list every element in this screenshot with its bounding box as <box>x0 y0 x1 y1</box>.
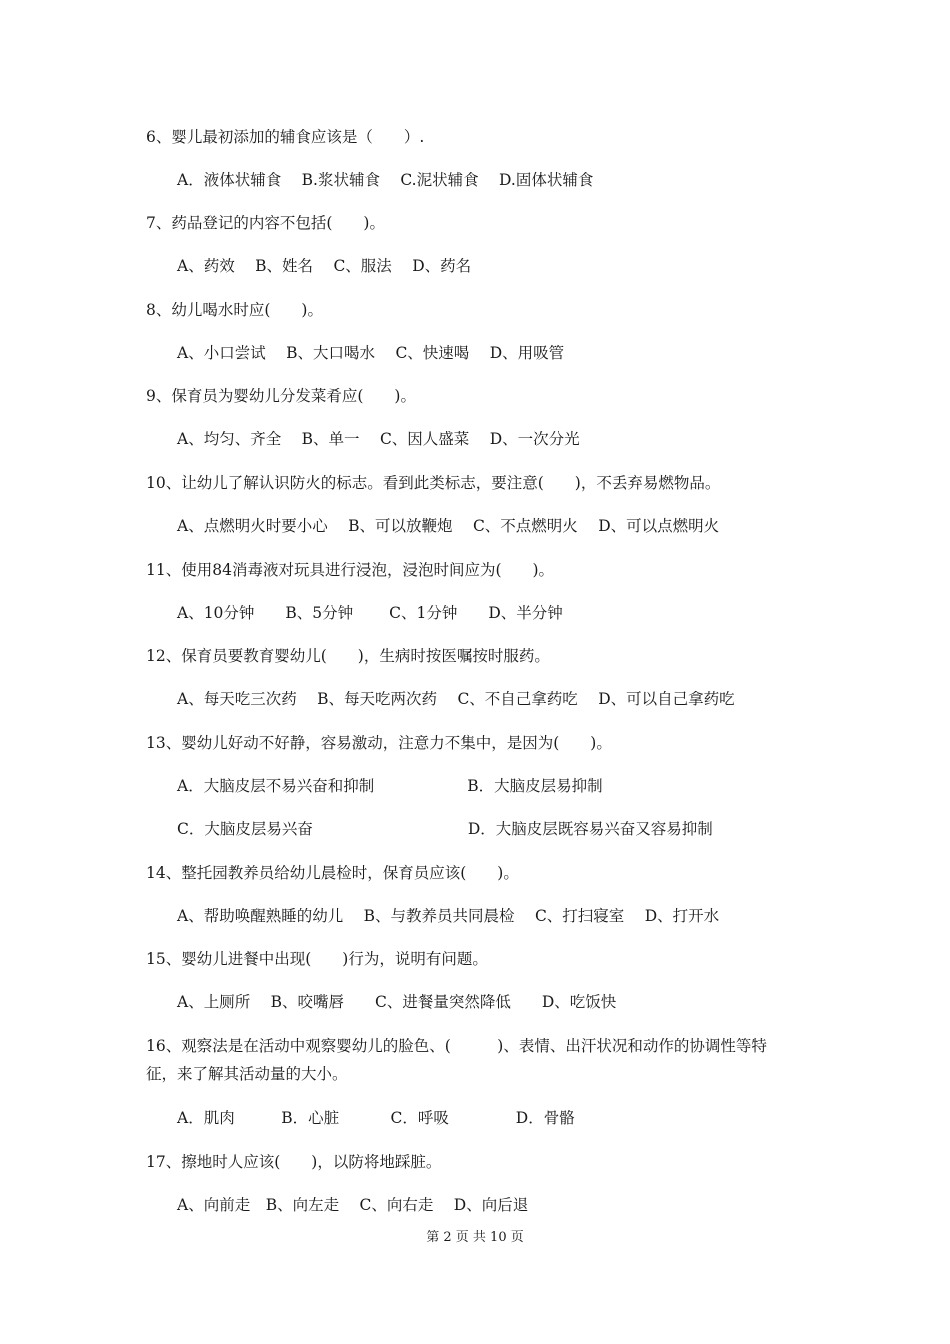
question-14-options: A、帮助唤醒熟睡的幼儿 B、与教养员共同晨检 C、打扫寝室 D、打开水 <box>177 907 720 925</box>
question-9-options: A、均匀、齐全 B、单一 C、因人盛菜 D、一次分光 <box>177 430 580 448</box>
question-12-options: A、每天吃三次药 B、每天吃两次药 C、不自己拿药吃 D、可以自己拿药吃 <box>177 690 735 708</box>
question-7-options: A、药效 B、姓名 C、服法 D、药名 <box>177 257 472 275</box>
page-footer: 第 2 页 共 10 页 <box>426 1230 524 1245</box>
question-13-options-row-1: A．大脑皮层不易兴奋和抑制 B．大脑皮层易抑制 <box>177 777 603 795</box>
question-17-options: A、向前走 B、向左走 C、向右走 D、向后退 <box>177 1196 529 1214</box>
question-15-stem: 15、婴幼儿进餐中出现( )行为，说明有问题。 <box>146 950 488 968</box>
question-16-options: A．肌肉 B．心脏 C．呼吸 D．骨骼 <box>177 1109 575 1127</box>
question-10-stem: 10、让幼儿了解认识防火的标志。看到此类标志，要注意( )，不丢弃易燃物品。 <box>146 474 721 492</box>
question-14-stem: 14、整托园教养员给幼儿晨检时，保育员应该( )。 <box>146 864 519 882</box>
question-9-stem: 9、保育员为婴幼儿分发菜肴应( )。 <box>146 387 416 405</box>
question-10-options: A、点燃明火时要小心 B、可以放鞭炮 C、不点燃明火 D、可以点燃明火 <box>177 517 720 535</box>
question-6-options: A．液体状辅食 B.浆状辅食 C.泥状辅食 D.固体状辅食 <box>177 171 594 189</box>
question-15-options: A、上厕所 B、咬嘴唇 C、进餐量突然降低 D、吃饭快 <box>177 993 617 1011</box>
question-17-stem: 17、擦地时人应该( )，以防将地踩脏。 <box>146 1153 442 1171</box>
question-13-options-row-2: C．大脑皮层易兴奋 D．大脑皮层既容易兴奋又容易抑制 <box>177 820 713 838</box>
question-6-stem: 6、婴儿最初添加的辅食应该是（ ）. <box>146 128 425 146</box>
question-16-stem: 16、观察法是在活动中观察婴幼儿的脸色、( )、表情、出汗状况和动作的协调性等特 <box>146 1037 767 1055</box>
question-16-stem-continuation: 征，来了解其活动量的大小。 <box>146 1065 348 1083</box>
question-12-stem: 12、保育员要教育婴幼儿( )，生病时按医嘱按时服药。 <box>146 647 550 665</box>
question-8-stem: 8、幼儿喝水时应( )。 <box>146 301 323 319</box>
question-11-stem: 11、使用84消毒液对玩具进行浸泡，浸泡时间应为( )。 <box>146 561 555 579</box>
question-11-options: A、10分钟 B、5分钟 C、1分钟 D、半分钟 <box>177 604 563 622</box>
question-13-stem: 13、婴幼儿好动不好静，容易激动，注意力不集中，是因为( )。 <box>146 734 612 752</box>
question-7-stem: 7、药品登记的内容不包括( )。 <box>146 214 385 232</box>
question-8-options: A、小口尝试 B、大口喝水 C、快速喝 D、用吸管 <box>177 344 565 362</box>
